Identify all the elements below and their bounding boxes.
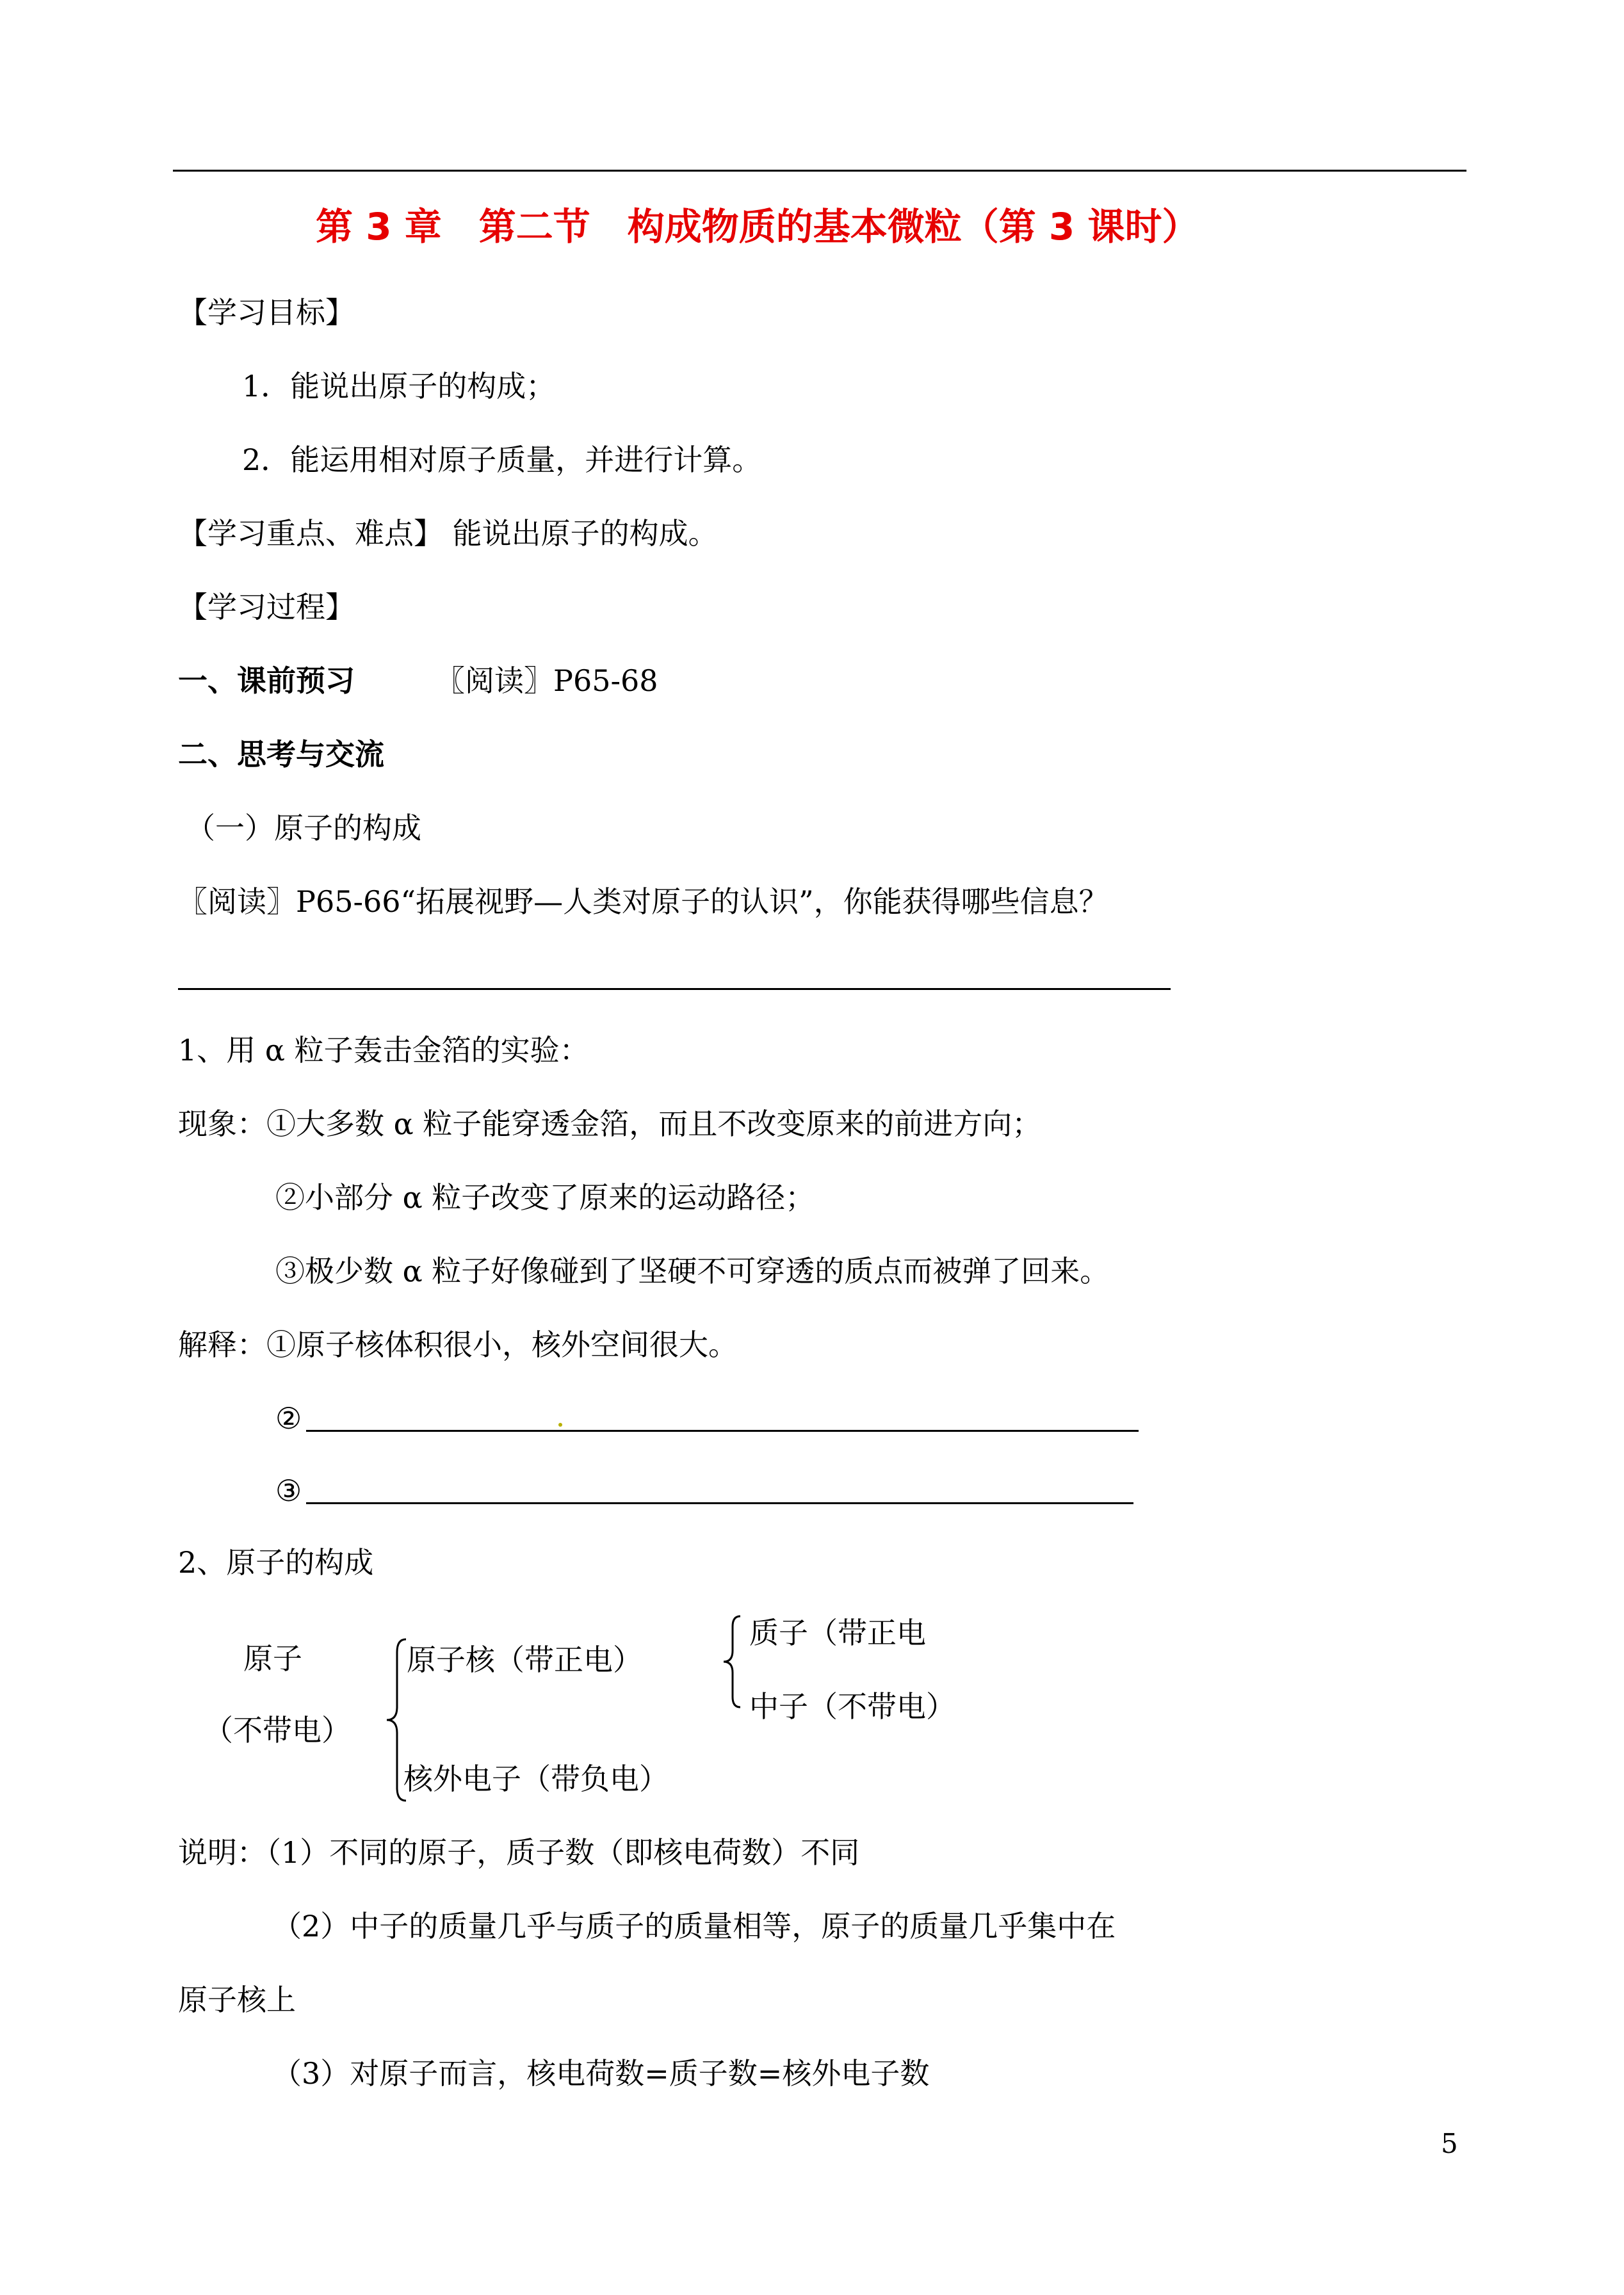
objective-2: 2．能运用相对原子质量，并进行计算。 <box>242 442 762 477</box>
stray-dot <box>558 1423 562 1427</box>
section-1-label: 一、课前预习 <box>178 663 355 698</box>
reading-prompt: 〖阅读〗P65-66“拓展视野—人类对原子的认识”，你能获得哪些信息？ <box>178 884 1108 919</box>
brace-nucleus <box>721 1614 743 1710</box>
phenomenon-3: ③极少数 α 粒子好像碰到了坚硬不可穿透的质点而被弹了回来。 <box>275 1254 1110 1288</box>
note-1: 说明：（1）不同的原子，质子数（即核电荷数）不同 <box>178 1835 860 1870</box>
subsection-1: （一）原子的构成 <box>186 811 421 845</box>
blank-3-marker: ③ <box>275 1473 302 1508</box>
objective-1: 1．能说出原子的构成； <box>242 369 556 403</box>
section-1-reading: 〖阅读〗P65-68 <box>435 663 658 698</box>
section-2-label: 二、思考与交流 <box>178 737 384 772</box>
note-3: （3）对原子而言，核电荷数=质子数=核外电子数 <box>272 2056 930 2091</box>
answer-line-3[interactable] <box>306 1502 1133 1504</box>
diagram-atom-charge: （不带电） <box>204 1713 351 1748</box>
note-2a: （2）中子的质量几乎与质子的质量相等，原子的质量几乎集中在 <box>272 1909 1116 1943</box>
phenomenon-2: ②小部分 α 粒子改变了原来的运动路径； <box>275 1180 815 1215</box>
answer-line-1[interactable] <box>178 988 1171 990</box>
diagram-atom: 原子 <box>243 1641 302 1676</box>
process-heading: 【学习过程】 <box>178 590 355 624</box>
phenomenon-1: 现象：①大多数 α 粒子能穿透金箔，而且不改变原来的前进方向； <box>178 1107 1042 1141</box>
page-title: 第 3 章 第二节 构成物质的基本微粒（第 3 课时） <box>316 205 1199 248</box>
diagram-electrons: 核外电子（带负电） <box>403 1762 669 1796</box>
item-2: 2、原子的构成 <box>178 1545 374 1580</box>
top-rule <box>173 170 1466 172</box>
blank-2-marker: ② <box>275 1401 302 1436</box>
diagram-neutron: 中子（不带电） <box>749 1689 955 1724</box>
diagram-nucleus: 原子核（带正电） <box>407 1642 642 1677</box>
item-1: 1、用 α 粒子轰击金箔的实验： <box>178 1033 589 1067</box>
key-points: 【学习重点、难点】 能说出原子的构成。 <box>178 516 718 551</box>
diagram-proton: 质子（带正电 <box>749 1616 926 1650</box>
answer-line-2[interactable] <box>306 1430 1139 1432</box>
explanation-1: 解释：①原子核体积很小，核外空间很大。 <box>178 1327 738 1362</box>
objectives-heading: 【学习目标】 <box>178 295 355 330</box>
note-2b: 原子核上 <box>178 1983 296 2017</box>
page-number: 5 <box>1441 2128 1458 2159</box>
